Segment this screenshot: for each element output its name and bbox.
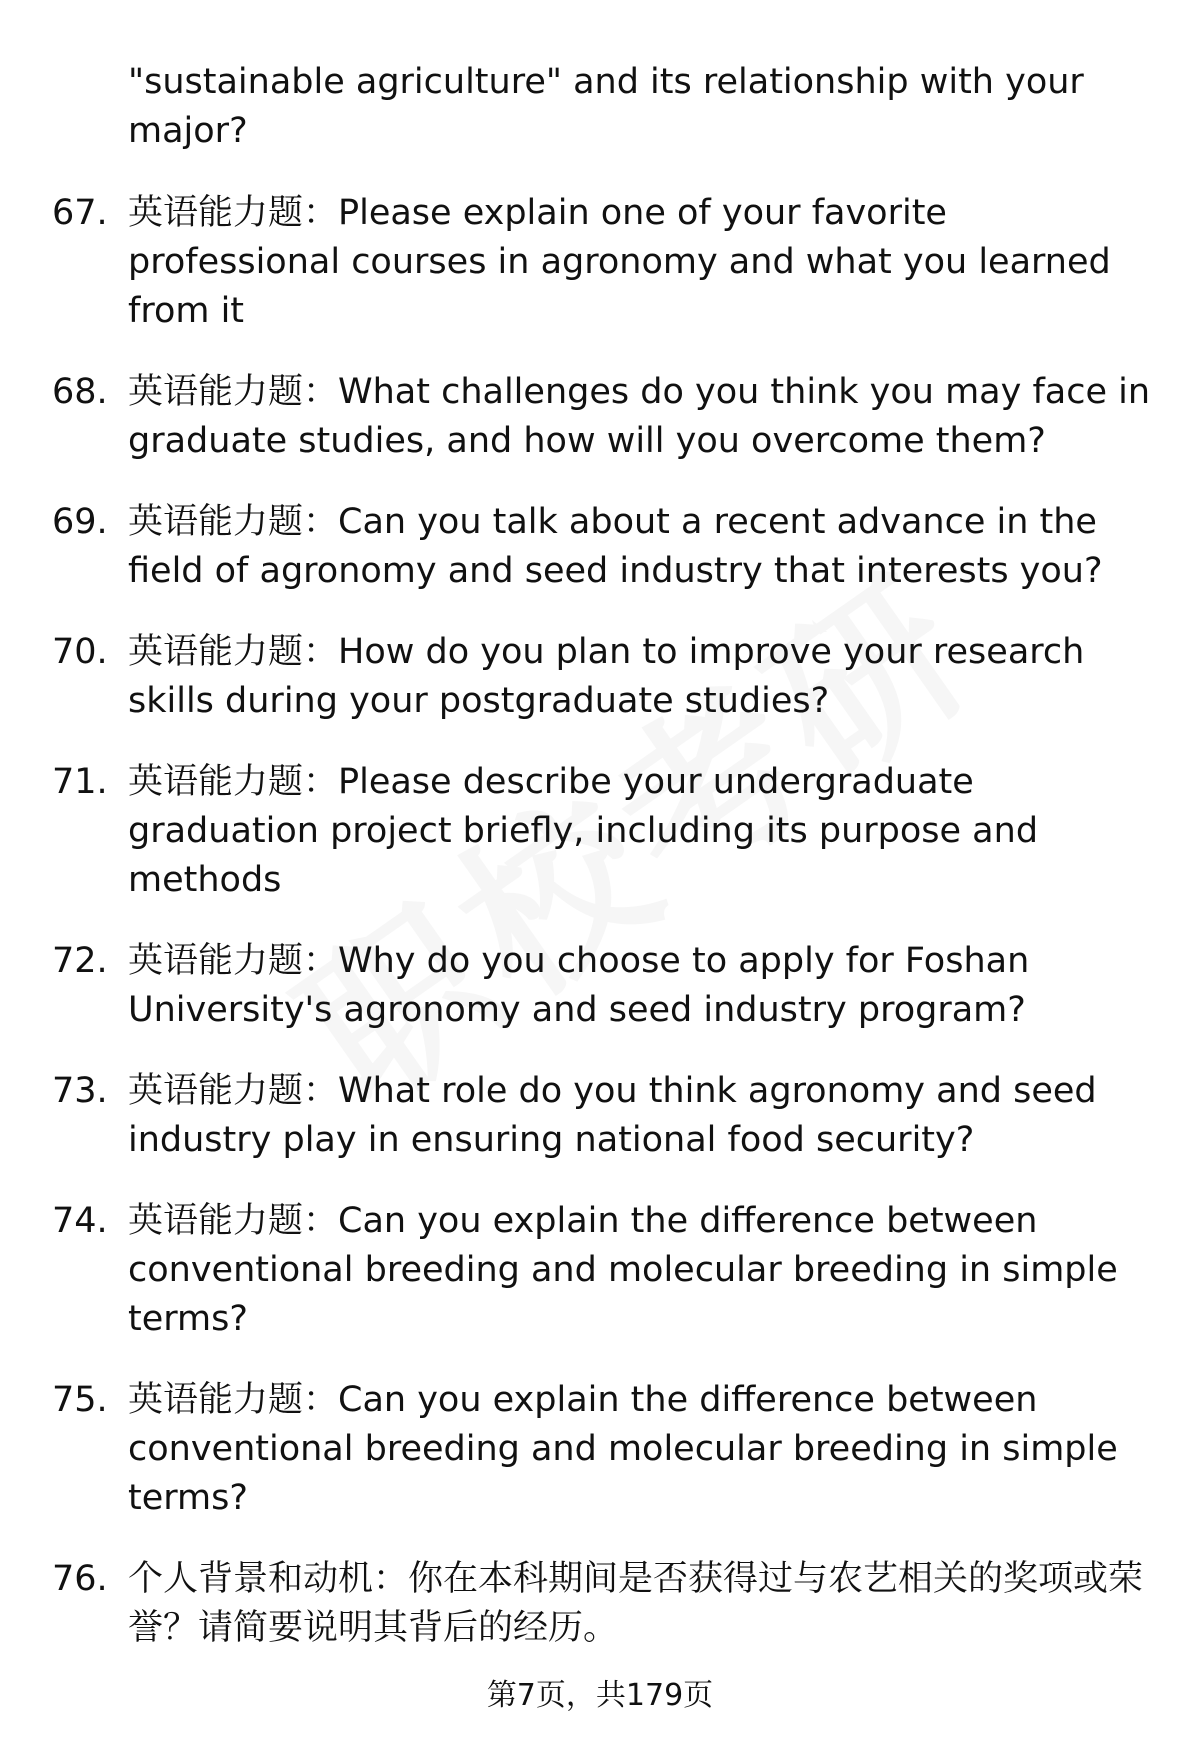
list-item [52, 628, 1152, 726]
item-text: 英语能力题：What challenges do you think you may face in graduate studies, and how will you overcome them? [128, 372, 1151, 461]
list-item [52, 368, 1152, 466]
list-item [52, 1376, 1152, 1523]
list-item [52, 1197, 1152, 1344]
item-number: 70. [52, 632, 108, 672]
item-text: 英语能力题：What role do you think agronomy and seed industry play in ensuring national food security? [128, 1071, 1097, 1160]
item-text: 英语能力题：Can you explain the difference between conventional breeding and molecular breeding in simple terms? [128, 1201, 1118, 1339]
item-number: 71. [52, 762, 108, 802]
item-text: 英语能力题：Can you talk about a recent advance in the field of agronomy and seed industry that interests you? [128, 502, 1103, 591]
item-number: 72. [52, 941, 108, 981]
item-number: 76. [52, 1559, 108, 1599]
item-text: 英语能力题：Can you explain the difference between conventional breeding and molecular breeding in simple terms? [128, 1380, 1118, 1518]
item-number: 75. [52, 1380, 108, 1420]
item-text: 英语能力题：Why do you choose to apply for Foshan University's agronomy and seed industry program? [128, 941, 1030, 1030]
page-number-footer: 第7页，共179页 [486, 1678, 714, 1713]
question-list [52, 58, 1152, 1685]
list-item [52, 189, 1152, 336]
item-text: 英语能力题：Please explain one of your favorite professional courses in agronomy and what you learned from it [128, 193, 1111, 331]
item-number: 67. [52, 193, 108, 233]
item-number: 68. [52, 372, 108, 412]
list-item [52, 1555, 1152, 1653]
list-item [52, 758, 1152, 905]
item-text: 个人背景和动机：你在本科期间是否获得过与农艺相关的奖项或荣誉？请简要说明其背后的经历。 [128, 1559, 1144, 1648]
list-item [52, 937, 1152, 1035]
item-number: 74. [52, 1201, 108, 1241]
list-item [52, 1067, 1152, 1165]
item-number [52, 58, 128, 156]
item-text: 英语能力题：Please describe your undergraduate graduation project briefly, including its purpose and methods [128, 762, 1039, 900]
list-item [52, 498, 1152, 596]
item-number: 73. [52, 1071, 108, 1111]
item-text: 英语能力题：How do you plan to improve your research skills during your postgraduate studies? [128, 632, 1085, 721]
list-item-continuation [52, 58, 1152, 156]
item-number: 69. [52, 502, 108, 542]
item-text: "sustainable agriculture" and its relationship with your major? [128, 62, 1084, 151]
